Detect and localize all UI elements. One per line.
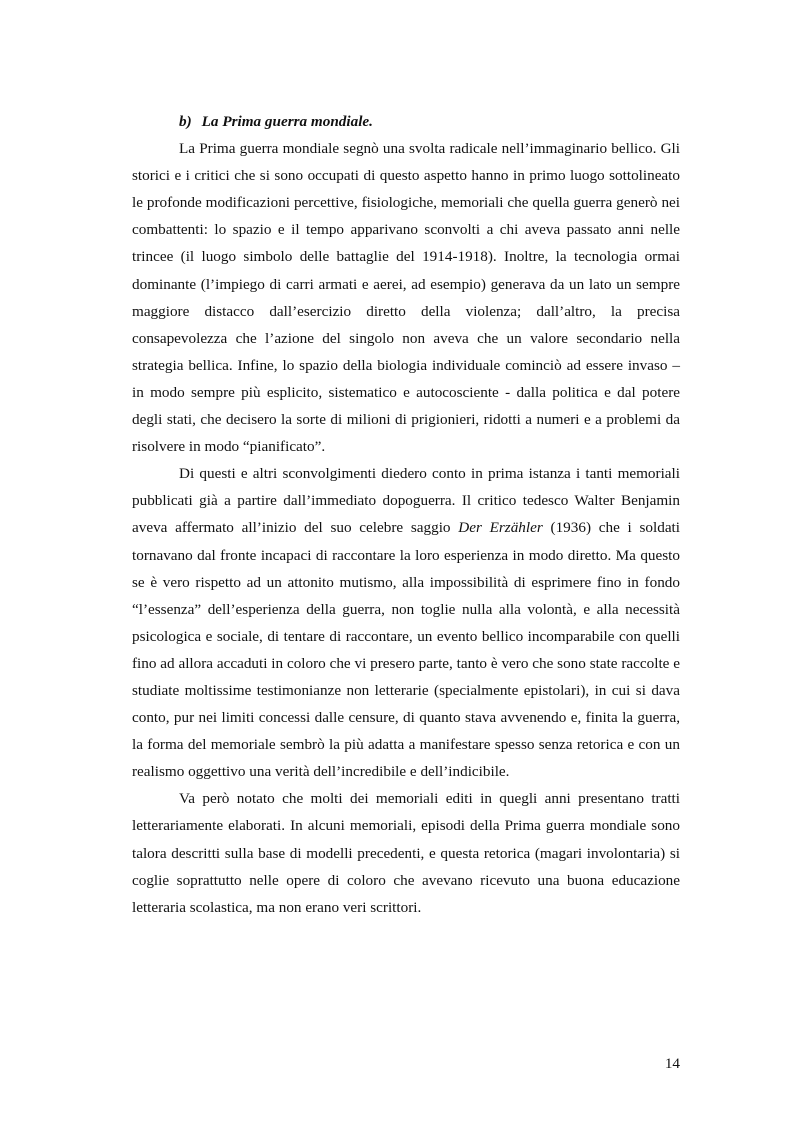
section-title: La Prima guerra mondiale.: [201, 113, 373, 130]
book-title: Der Erzähler: [458, 519, 543, 537]
section-number: b): [179, 113, 192, 130]
paragraph-2-after: (1936) che i soldati tornavano dal fronte incapaci di raccontare la loro esperienza in modo diretto. Ma questo se è vero rispetto ad un attonito mutismo, alla impossibilità di esprimere fino in fondo “l’essenza” dell’esperienza della guerra, non toglie nulla alla volontà, e alla necessità psicologica e sociale, di tentare di raccontare, un evento bellico incomparabile con quelli fino ad allora accaduti in coloro che vi presero parte, tanto è vero che sono state raccolte e studiate moltissime testimonianze non letterarie (specialmente epistolari), in cui si dava conto, pur nei limiti concessi dalle censure, di quanto stava avvenendo e, finita la guerra, la forma del memoriale sembrò la più adatta a manifestare spesso senza retorica e con un realismo oggettivo una verità dell’incredibile e dell’indicibile.: [132, 519, 680, 781]
paragraph-1: La Prima guerra mondiale segnò una svolta radicale nell’immaginario bellico. Gli storici e i critici che si sono occupati di questo aspetto hanno in primo luogo sottolineato le profonde modificazioni percettive, fisiologiche, memoriali che quella guerra generò nei combattenti: lo spazio e il tempo apparivano sconvolti a chi aveva passato anni nelle trincee (il luogo simbolo delle battaglie del 1914-1918). Inoltre, la tecnologia ormai dominante (l’impiego di carri armati e aerei, ad esempio) generava da un lato un sempre maggiore distacco dall’esercizio diretto della violenza; dall’altro, la precisa consapevolezza che l’azione del singolo non aveva che un valore secondario nella strategia bellica. Infine, lo spazio della biologia individuale cominciò ad essere invaso – in modo sempre più esplicito, sistematico e autocosciente - dalla politica e dal potere degli stati, che decisero la sorte di milioni di prigionieri, ridotti a numeri e a problemi da risolvere in modo “pianificato”.: [132, 140, 680, 456]
section-heading: [179, 108, 680, 135]
paragraph-2: [132, 460, 680, 785]
paragraph-3: Va però notato che molti dei memoriali editi in quegli anni presentano tratti letterariamente elaborati. In alcuni memoriali, episodi della Prima guerra mondiale sono talora descritti sulla base di modelli precedenti, e questa retorica (magari involontaria) si coglie soprattutto nelle opere di coloro che avevano ricevuto una buona educazione letteraria scolastica, ma non erano veri scrittori.: [132, 790, 680, 916]
page-number: 14: [664, 1055, 680, 1072]
paragraph-2-before: Di questi e altri sconvolgimenti diedero conto in prima istanza i tanti memoriali pubblicati già a partire dall’immediato dopoguerra. Il critico tedesco Walter Benjamin aveva affermato all’inizio del suo celebre saggio: [132, 465, 680, 537]
page-body: [132, 108, 680, 921]
